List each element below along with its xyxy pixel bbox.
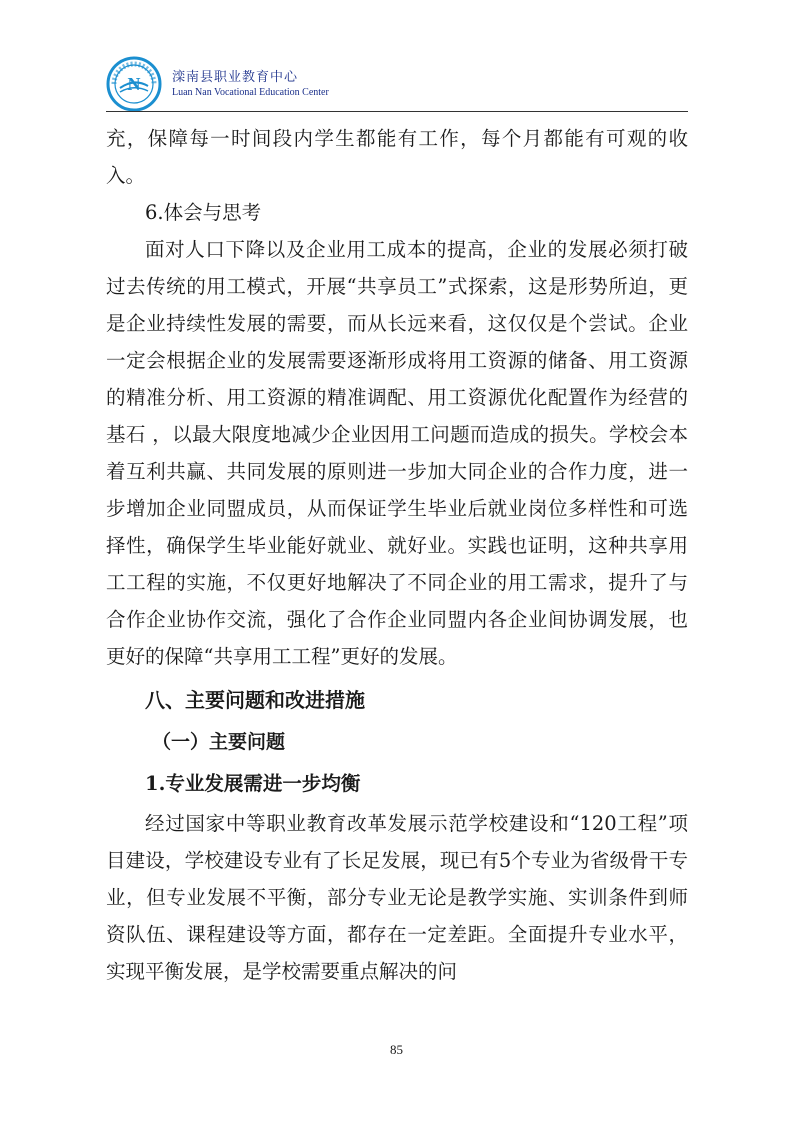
item-1-paragraph: 经过国家中等职业教育改革发展示范学校建设和“120工程”项目建设，学校建设专业有了长足发展，现已有5个专业为省级骨干专业，但专业发展不平衡，部分专业无论是教学实施、实训条件到师资队伍、课程建设等方面，都存在一定差距。全面提升专业水平，实现平衡发展，是学校需要重点解决的问	[106, 812, 688, 983]
school-logo-icon	[106, 56, 162, 112]
chapter-8-heading: 八、主要问题和改进措施	[145, 688, 365, 712]
page-body	[106, 120, 688, 990]
item-1-heading: 1.专业发展需进一步均衡	[145, 772, 361, 795]
logo-letter: N	[127, 74, 141, 94]
subsection-1-heading: （一）主要问题	[152, 731, 286, 753]
section-6-heading: 6.体会与思考	[145, 201, 262, 224]
school-name-cn: 滦南县职业教育中心	[172, 70, 299, 85]
school-name-en: Luan Nan Vocational Education Center	[172, 87, 329, 98]
page-number: 85	[390, 1042, 403, 1057]
header-divider	[106, 111, 688, 112]
section-6-paragraph: 面对人口下降以及企业用工成本的提高，企业的发展必须打破过去传统的用工模式，开展“共享员工”式探索，这是形势所迫，更是企业持续性发展的需要，而从长远来看，这仅仅是个尝试。企业一定会根据企业的发展需要逐渐形成将用工资源的储备、用工资源的精准分析、用工资源的精准调配、用工资源优化配置作为经营的基石 ，以最大限度地减少企业因用工问题而造成的损失。学校会本着互利共赢、共同发展的原则进一步加大同企业的合作力度，进一步增加企业同盟成员，从而保证学生毕业后就业岗位多样性和可选择性，确保学生毕业能好就业、就好业。实践也证明，这种共享用工工程的实施，不仅更好地解决了不同企业的用工需求，提升了与合作企业协作交流，强化了合作企业同盟内各企业间协调发展，也更好的保障“共享用工工程”更好的发展。	[106, 238, 688, 668]
page-header	[106, 54, 688, 112]
intro-paragraph: 充，保障每一时间段内学生都能有工作，每个月都能有可观的收入。	[106, 127, 688, 187]
